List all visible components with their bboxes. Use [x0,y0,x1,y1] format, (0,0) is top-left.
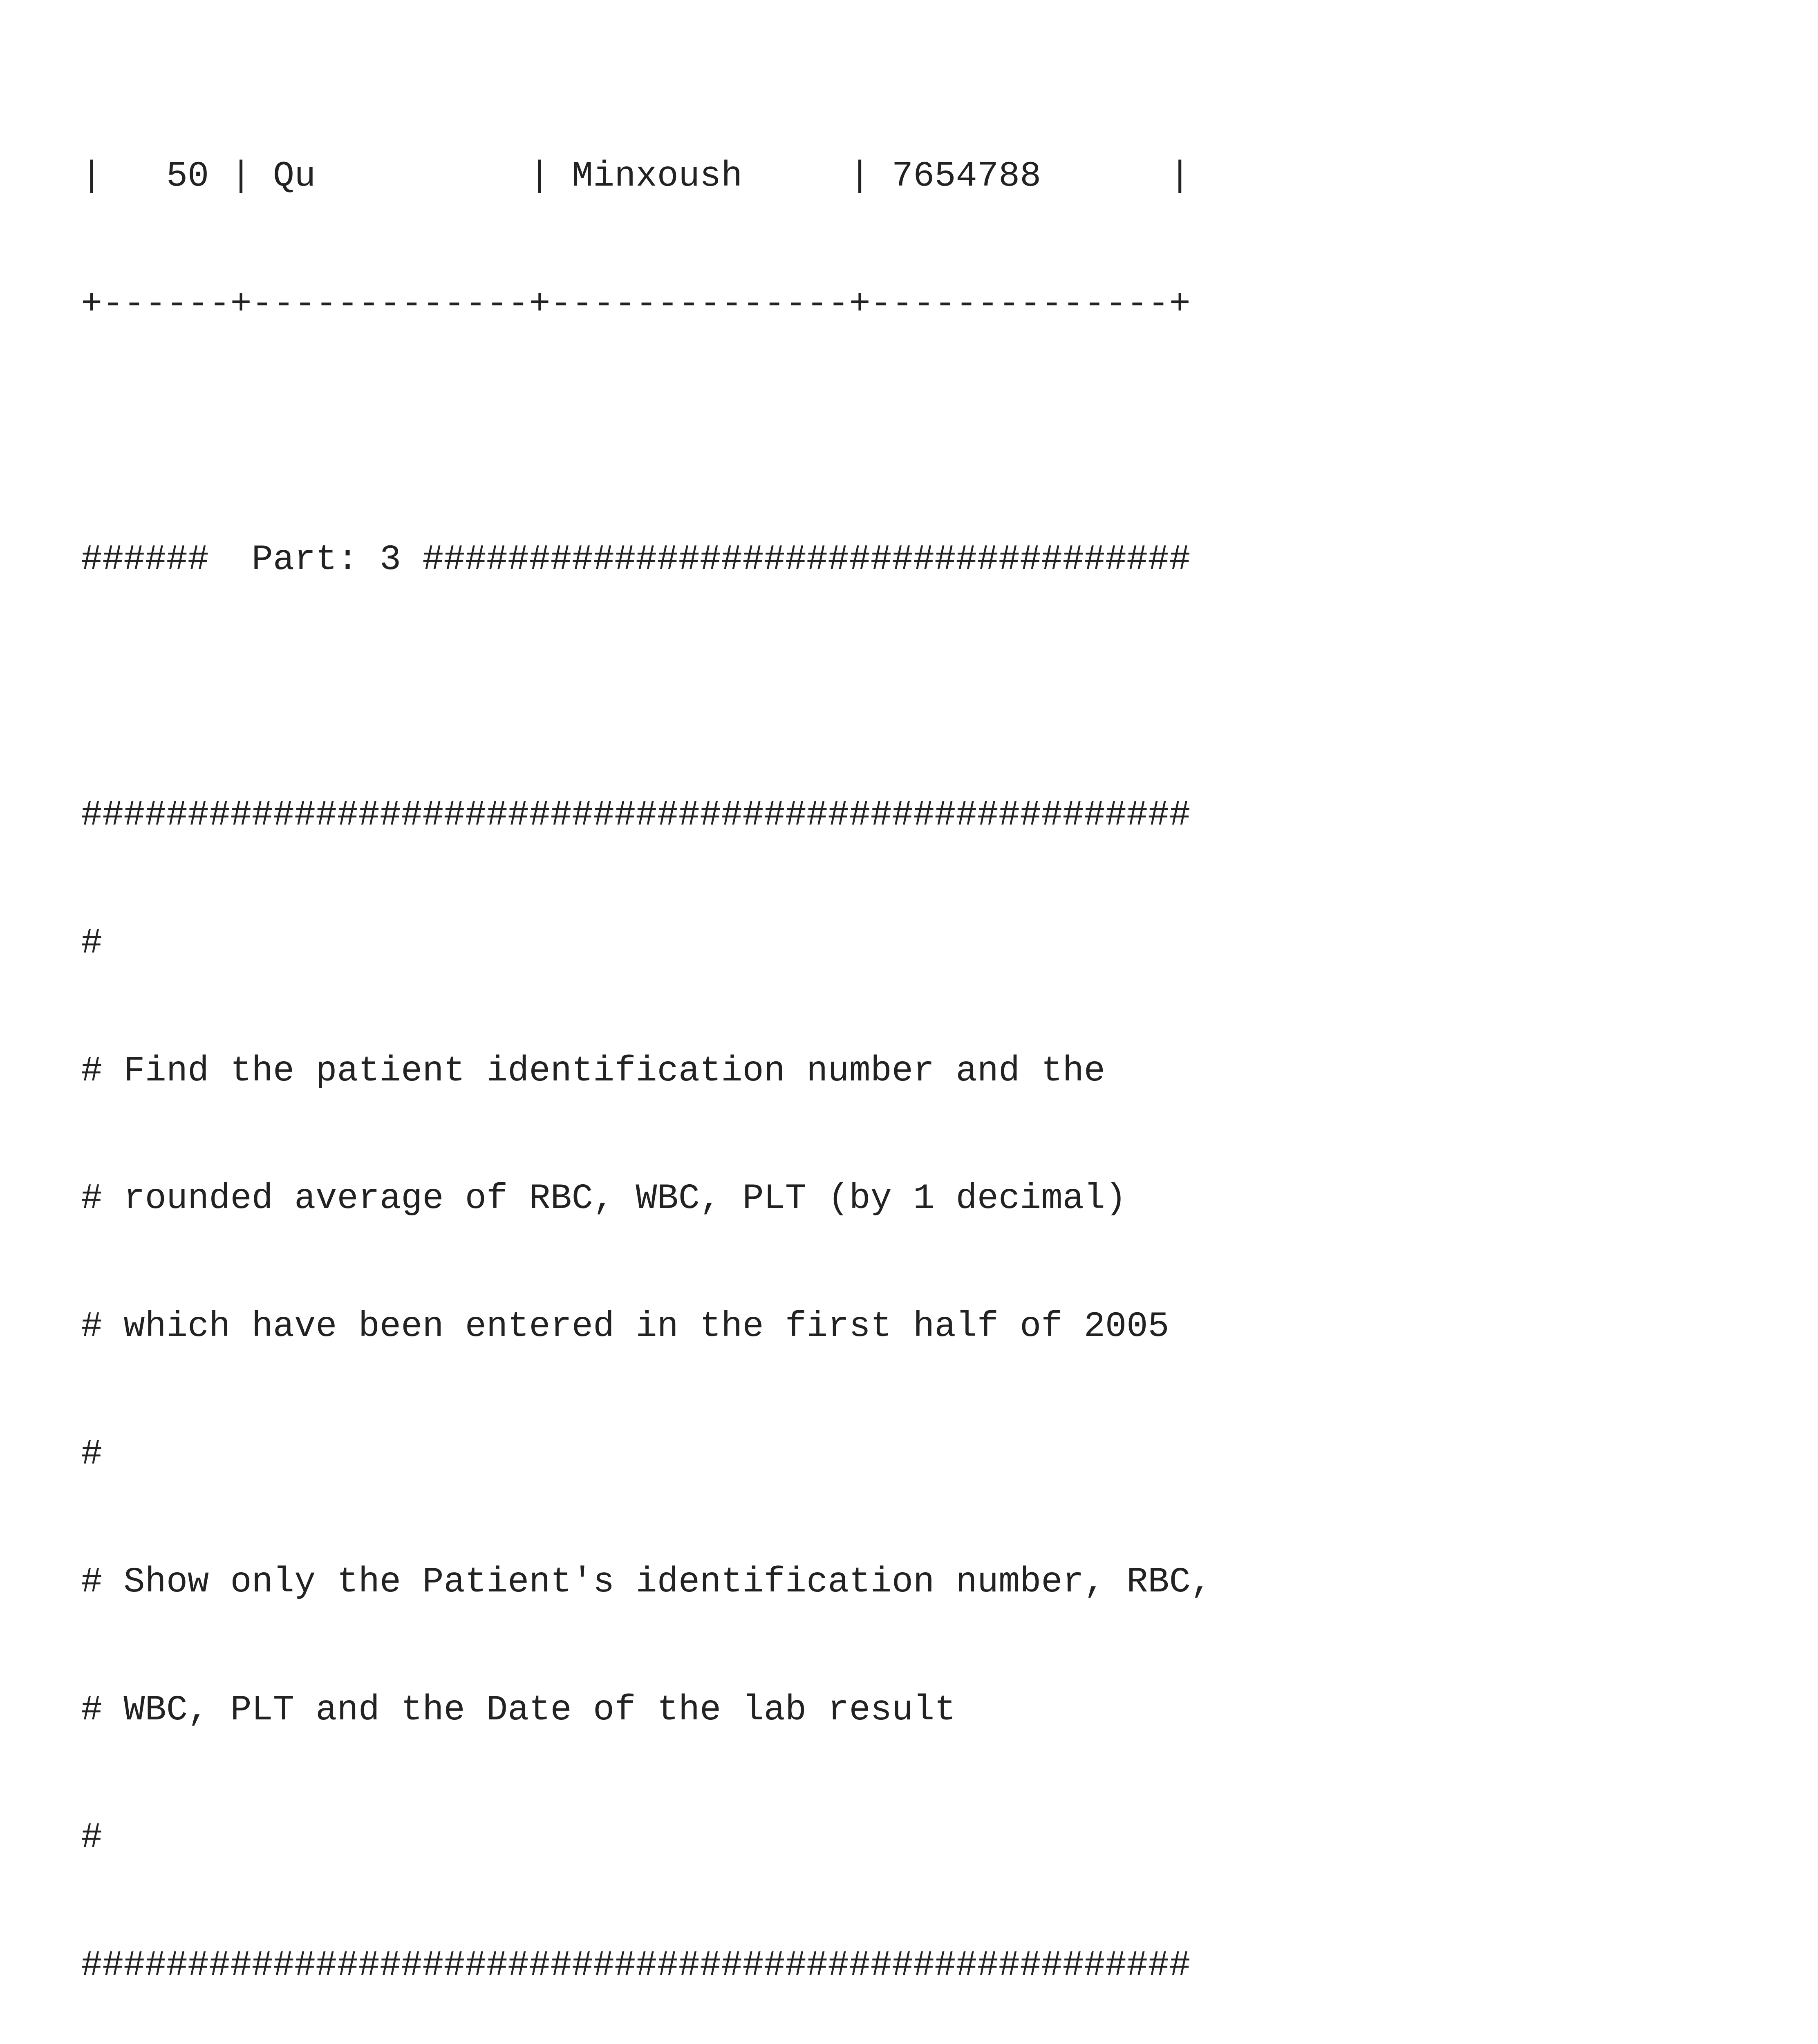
comment-line: #################################################### [81,796,1191,836]
comment-line: # Find the patient identification number and the [81,1051,1106,1091]
part-3-heading: ###### Part: 3 #################################### [81,540,1191,580]
comment-line: # WBC, PLT and the Date of the lab result [81,1690,956,1730]
comment-line: # [81,1434,103,1475]
comment-line: # [81,923,103,964]
sql-output-document [81,70,1660,2044]
text-line [81,667,1660,709]
comment-line: #################################################### [81,1945,1191,1986]
comment-line: # Show only the Patient's identification number, RBC, [81,1562,1212,1602]
text-line: | 50 | Qu | Minxoush | 7654788 | [81,157,1191,197]
comment-line: # rounded average of RBC, WBC, PLT (by 1 decimal) [81,1179,1127,1219]
text-line [81,411,1660,454]
comment-line: # which have been entered in the first half of 2005 [81,1307,1169,1347]
text-line: +------+-------------+--------------+--------------+ [81,285,1191,325]
comment-line: # [81,1818,103,1858]
